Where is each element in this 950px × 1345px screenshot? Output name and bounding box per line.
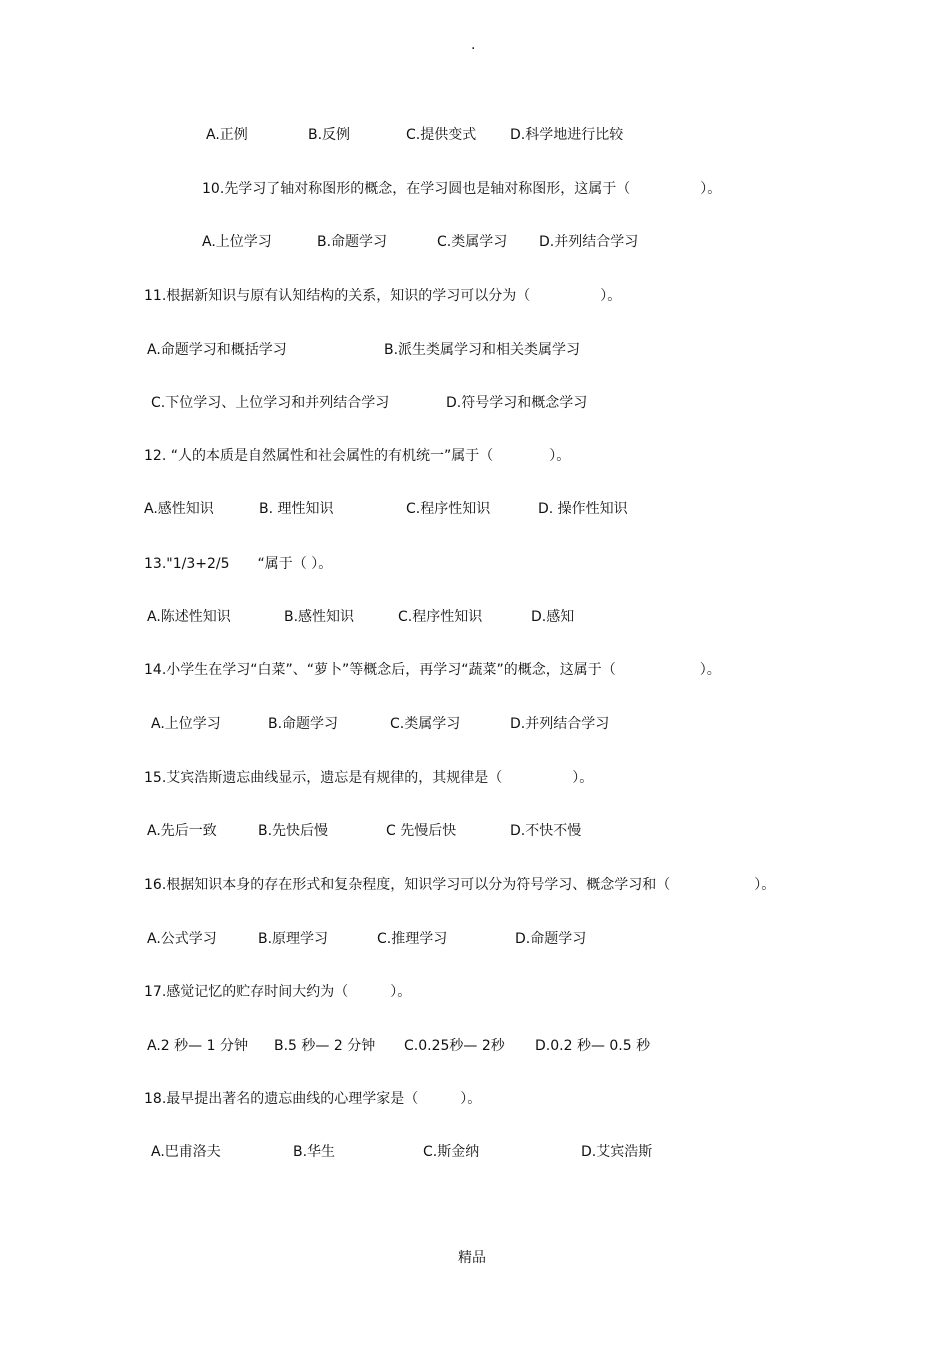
option: B.命题学习: [268, 716, 339, 732]
option: B.感性知识: [284, 609, 355, 625]
question-stem: 15.艾宾浩斯遗忘曲线显示，遗忘是有规律的，其规律是（ ）。: [144, 770, 594, 786]
option: C.类属学习: [390, 716, 461, 732]
option: D.艾宾浩斯: [581, 1144, 653, 1160]
option: C 先慢后快: [386, 823, 457, 839]
option: D.不快不慢: [510, 823, 582, 839]
option: A.正例: [206, 127, 248, 143]
question-stem: 11.根据新知识与原有认知结构的关系，知识的学习可以分为（ ）。: [144, 288, 622, 304]
option: A.上位学习: [151, 716, 221, 732]
option: C.0.25秒— 2秒: [404, 1038, 505, 1054]
option: D. 操作性知识: [538, 501, 628, 517]
option: D.科学地进行比较: [510, 127, 624, 143]
footer-label: 精品: [458, 1250, 486, 1266]
header-mark: .: [471, 37, 476, 53]
option: B.命题学习: [317, 234, 388, 250]
option: D.并列结合学习: [510, 716, 610, 732]
option: C.类属学习: [437, 234, 508, 250]
option: C.程序性知识: [406, 501, 491, 517]
question-stem: 13."1/3+2/5 “属于（ ）。: [144, 556, 333, 572]
option: A.先后一致: [147, 823, 217, 839]
option: A.上位学习: [202, 234, 272, 250]
question-stem: 14.小学生在学习“白菜”、“萝卜”等概念后，再学习“蔬菜”的概念，这属于（ ）。: [144, 662, 721, 678]
option: D.命题学习: [515, 931, 587, 947]
option: D.并列结合学习: [539, 234, 639, 250]
option: C.斯金纳: [423, 1144, 480, 1160]
option: B.原理学习: [258, 931, 329, 947]
question-stem: 18.最早提出著名的遗忘曲线的心理学家是（ ）。: [144, 1091, 482, 1107]
option: C.程序性知识: [398, 609, 483, 625]
question-stem: 10.先学习了轴对称图形的概念，在学习圆也是轴对称图形，这属于（ ）。: [202, 181, 722, 197]
question-stem: 17.感觉记忆的贮存时间大约为（ ）。: [144, 984, 412, 1000]
option: D.感知: [531, 609, 575, 625]
option: C.提供变式: [406, 127, 477, 143]
option: D.符号学习和概念学习: [446, 395, 588, 411]
option: B.先快后慢: [258, 823, 329, 839]
option: C.推理学习: [377, 931, 448, 947]
option: A.感性知识: [144, 501, 214, 517]
option: B. 理性知识: [259, 501, 334, 517]
option: A.陈述性知识: [147, 609, 231, 625]
option: D.0.2 秒— 0.5 秒: [535, 1038, 651, 1054]
option: A.巴甫洛夫: [151, 1144, 221, 1160]
option: A.公式学习: [147, 931, 217, 947]
question-stem: 16.根据知识本身的存在形式和复杂程度，知识学习可以分为符号学习、概念学习和（ ）。: [144, 877, 776, 893]
option: A.2 秒— 1 分钟: [147, 1038, 248, 1054]
option: B.派生类属学习和相关类属学习: [384, 342, 581, 358]
option: B.华生: [293, 1144, 336, 1160]
option: A.命题学习和概括学习: [147, 342, 287, 358]
option: B.反例: [308, 127, 351, 143]
option: C.下位学习、上位学习和并列结合学习: [151, 395, 390, 411]
option: B.5 秒— 2 分钟: [274, 1038, 376, 1054]
question-stem: 12. “人的本质是自然属性和社会属性的有机统一”属于（ ）。: [144, 448, 571, 464]
